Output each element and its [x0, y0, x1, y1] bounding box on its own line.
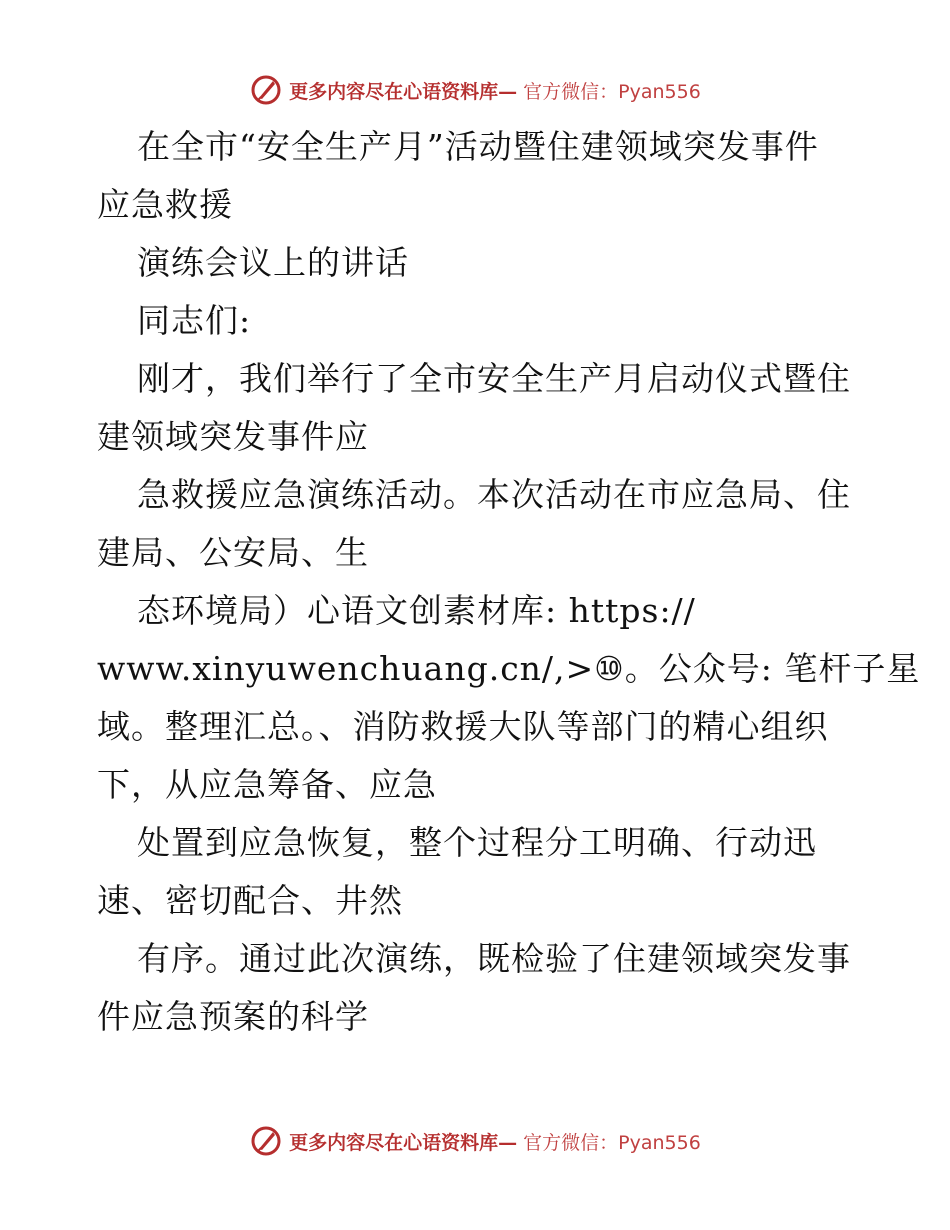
- banner-wechat-text: 官方微信：Pyan556: [523, 1131, 701, 1154]
- document-body: [97, 118, 921, 1046]
- paragraph-line: 急救援应急演练活动。本次活动在市应急局、住: [137, 475, 851, 514]
- banner-site-text: 更多内容尽在心语资料库—: [289, 1131, 518, 1154]
- quill-pen-circle-logo-icon: [249, 73, 283, 107]
- quill-pen-circle-logo-icon: [249, 1124, 283, 1158]
- paragraph-line: 件应急预案的科学: [97, 997, 369, 1036]
- paragraph-line: 有序。通过此次演练，既检验了住建领域突发事: [137, 939, 851, 978]
- paragraph-line: 建局、公安局、生: [97, 533, 369, 572]
- footer-banner: [0, 1121, 950, 1161]
- header-banner: [0, 70, 950, 110]
- paragraph-line: 态环境局）心语文创素材库: https://: [137, 591, 696, 630]
- paragraph-line: 速、密切配合、井然: [97, 881, 403, 920]
- paragraph-line: 刚才，我们举行了全市安全生产月启动仪式暨住: [137, 359, 851, 398]
- banner-site-text: 更多内容尽在心语资料库—: [289, 80, 518, 103]
- title-line-3: 演练会议上的讲话: [137, 243, 409, 282]
- title-line-2: 应急救援: [97, 185, 233, 224]
- paragraph-line: 处置到应急恢复，整个过程分工明确、行动迅: [137, 823, 817, 862]
- paragraph-line: 域。整理汇总。、消防救援大队等部门的精心组织: [97, 707, 829, 746]
- banner-wechat-text: 官方微信：Pyan556: [523, 80, 701, 103]
- paragraph-line: 下，从应急筹备、应急: [97, 765, 437, 804]
- salutation: 同志们:: [137, 301, 252, 340]
- paragraph-line: www.xinyuwenchuang.cn/,>⑩。公众号: 笔杆子星: [97, 649, 921, 688]
- paragraph-line: 建领域突发事件应: [97, 417, 369, 456]
- title-line-1: 在全市“安全生产月”活动暨住建领域突发事件: [137, 127, 819, 166]
